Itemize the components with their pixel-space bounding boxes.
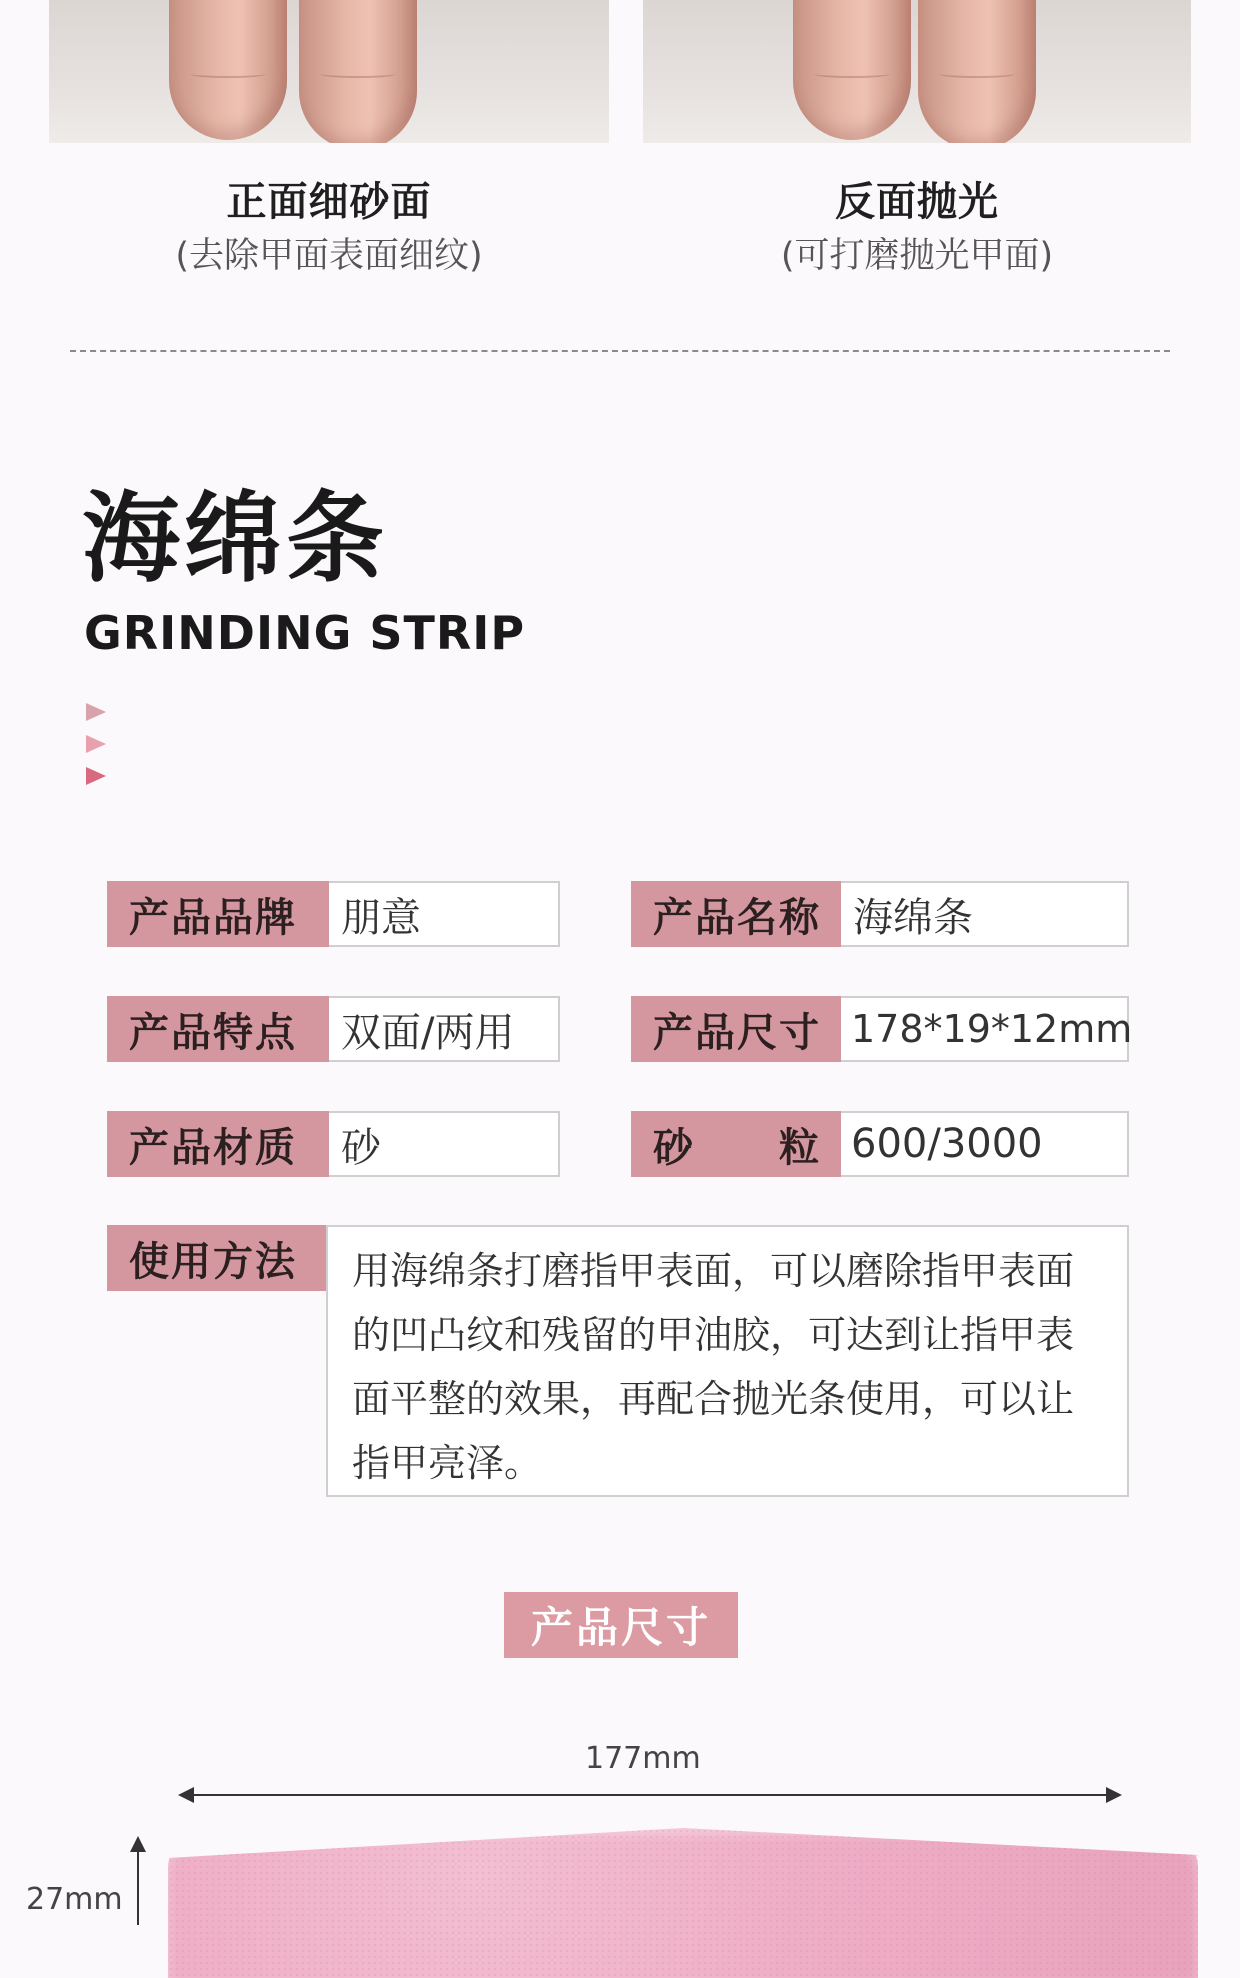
spec-label: 产品特点 bbox=[107, 996, 329, 1062]
caption-title-front: 正面细砂面 bbox=[226, 179, 432, 225]
spec-value: 朋意 bbox=[341, 894, 421, 941]
caption-sub-front: (去除甲面表面细纹) bbox=[175, 236, 483, 276]
size-section-tag: 产品尺寸 bbox=[504, 1592, 738, 1658]
photo-front-surface bbox=[49, 0, 609, 143]
photo-back-polish bbox=[643, 0, 1191, 143]
sponge-strip-image bbox=[168, 1828, 1198, 1978]
height-dimension-line bbox=[137, 1845, 139, 1925]
spec-value: 砂 bbox=[341, 1124, 381, 1171]
width-dimension-line bbox=[182, 1794, 1117, 1796]
spec-material bbox=[107, 1111, 560, 1177]
spec-brand bbox=[107, 881, 560, 947]
spec-size bbox=[631, 996, 1133, 1062]
spec-label: 产品品牌 bbox=[107, 881, 329, 947]
arrow-right-icon bbox=[1106, 1787, 1122, 1803]
spec-value: 双面/两用 bbox=[341, 1009, 515, 1056]
bullet-triangle-icon bbox=[86, 703, 106, 721]
spec-value: 600/3000 bbox=[851, 1121, 1043, 1167]
spec-value: 海绵条 bbox=[853, 894, 973, 941]
arrow-up-icon bbox=[130, 1836, 146, 1852]
finger-image bbox=[918, 0, 1036, 143]
caption-sub-back: (可打磨抛光甲面) bbox=[780, 236, 1054, 276]
section-title-en: GRINDING STRIP bbox=[84, 606, 526, 660]
bullet-triangle-icon bbox=[86, 735, 106, 753]
finger-image bbox=[169, 0, 287, 140]
spec-grit bbox=[631, 1111, 1129, 1177]
spec-label: 产品名称 bbox=[631, 881, 841, 947]
caption-title-back: 反面抛光 bbox=[835, 179, 999, 225]
usage-label: 使用方法 bbox=[107, 1225, 327, 1291]
height-dimension-label: 27mm bbox=[26, 1882, 123, 1917]
bullet-triangle-icon bbox=[86, 767, 106, 785]
spec-product-name bbox=[631, 881, 1129, 947]
width-dimension-label: 177mm bbox=[585, 1741, 701, 1776]
spec-feature bbox=[107, 996, 560, 1062]
arrow-left-icon bbox=[178, 1787, 194, 1803]
spec-label: 产品尺寸 bbox=[631, 996, 841, 1062]
finger-image bbox=[299, 0, 417, 143]
finger-image bbox=[793, 0, 911, 140]
usage-text: 用海绵条打磨指甲表面，可以磨除指甲表面的凹凸纹和残留的甲油胶，可达到让指甲表面平整的效果，再配合抛光条使用，可以让指甲亮泽。 bbox=[326, 1225, 1129, 1497]
spec-label: 砂 粒 bbox=[631, 1111, 841, 1177]
section-title-cn: 海绵条 bbox=[82, 482, 389, 596]
spec-value: 178*19*12mm bbox=[851, 1007, 1133, 1051]
spec-label: 产品材质 bbox=[107, 1111, 329, 1177]
dashed-divider bbox=[70, 350, 1170, 352]
